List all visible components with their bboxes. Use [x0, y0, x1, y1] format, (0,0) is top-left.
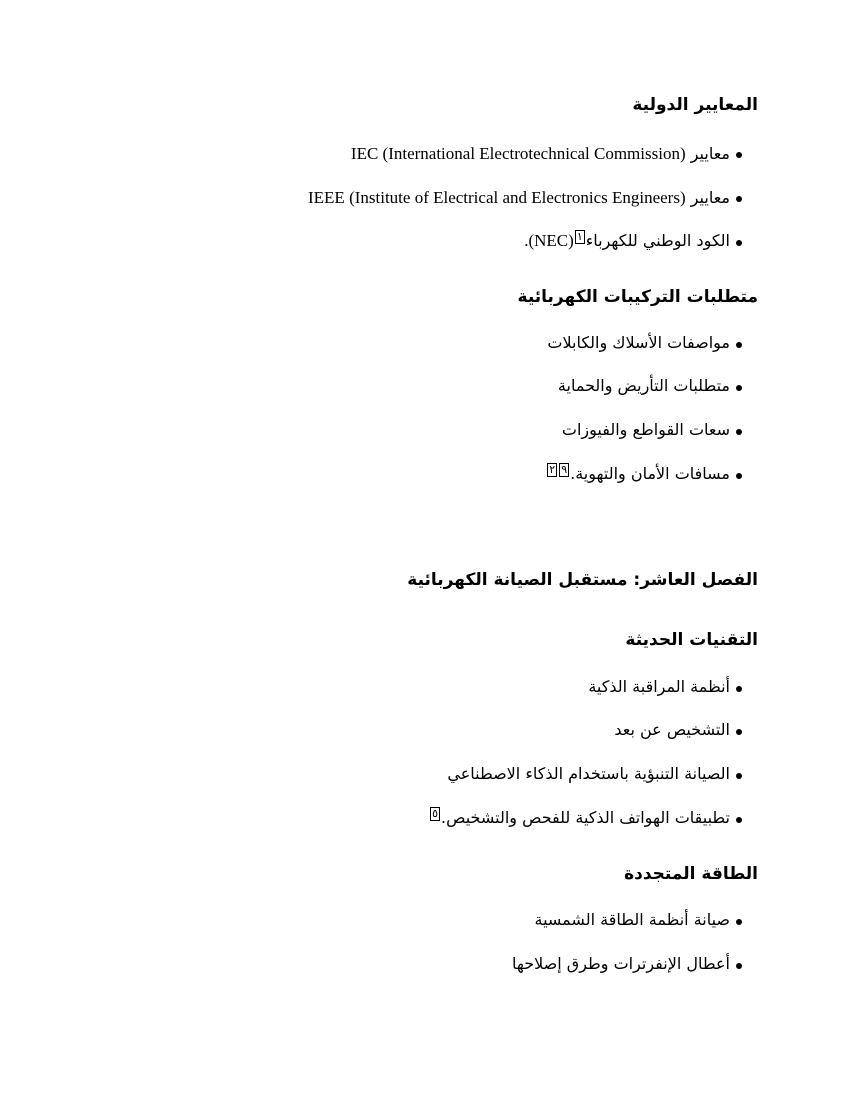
bullet-icon [736, 817, 742, 823]
list-item-arabic: التشخيص عن بعد [614, 720, 730, 739]
list-item-arabic: سعات القواطع والفيوزات [561, 420, 730, 439]
list-item-arabic: أعطال الإنفرترات وطرق إصلاحها [511, 954, 730, 973]
list-item [614, 719, 730, 741]
bullet-icon [736, 196, 742, 202]
section-heading-international-standards: المعايير الدولية [632, 95, 758, 115]
reference-marker[interactable]: ٥ [432, 807, 439, 820]
list-item [535, 909, 731, 931]
bullet-icon [736, 385, 742, 391]
bullet-icon [736, 773, 742, 779]
bullet-icon [736, 919, 742, 925]
list-item-arabic: الكود الوطني للكهرباء [585, 231, 730, 250]
list-item [547, 332, 730, 354]
list-item [524, 230, 730, 252]
bullet-icon [736, 686, 742, 692]
reference-marker[interactable]: ١ [576, 230, 583, 243]
list-item-arabic: تطبيقات الهواتف الذكية للفحص والتشخيص. [441, 808, 730, 827]
bullet-icon [736, 429, 742, 435]
list-item-arabic: مسافات الأمان والتهوية. [570, 464, 730, 483]
list-item [558, 375, 730, 397]
chapter-heading: الفصل العاشر: مستقبل الصيانة الكهربائية [407, 570, 758, 590]
reference-marker[interactable]: ٢ [549, 463, 556, 476]
list-item-arabic: الصيانة التنبؤية باستخدام الذكاء الاصطناعي [447, 764, 730, 783]
list-item-arabic: صيانة أنظمة الطاقة الشمسية [534, 910, 730, 929]
list-item [546, 463, 730, 485]
list-item-arabic: أنظمة المراقبة الذكية [588, 677, 730, 696]
bullet-icon [736, 240, 742, 246]
list-item-arabic: مواصفات الأسلاك والكابلات [547, 333, 730, 352]
list-item [351, 143, 730, 165]
list-item-latin: (NEC). [524, 231, 574, 250]
list-item [588, 676, 730, 698]
list-item-arabic: متطلبات التأريض والحماية [557, 376, 730, 395]
list-item-latin: IEC (International Electrotechnical Commission) [350, 144, 686, 163]
list-item [447, 763, 730, 785]
list-item [308, 187, 730, 209]
list-item-arabic: معايير [690, 188, 730, 207]
section-heading-renewable-energy: الطاقة المتجددة [624, 864, 758, 884]
list-item [562, 419, 730, 441]
reference-marker[interactable]: ٩ [561, 463, 568, 476]
section-heading-modern-technologies: التقنيات الحديثة [625, 630, 758, 650]
list-item-latin: IEEE (Institute of Electrical and Electronics Engineers) [308, 188, 686, 207]
section-heading-installation-requirements: متطلبات التركيبات الكهربائية [517, 287, 758, 307]
bullet-icon [736, 729, 742, 735]
list-item [429, 807, 730, 829]
list-item [512, 953, 730, 975]
list-item-arabic: معايير [690, 144, 730, 163]
bullet-icon [736, 342, 742, 348]
bullet-icon [736, 473, 742, 479]
bullet-icon [736, 152, 742, 158]
bullet-icon [736, 963, 742, 969]
